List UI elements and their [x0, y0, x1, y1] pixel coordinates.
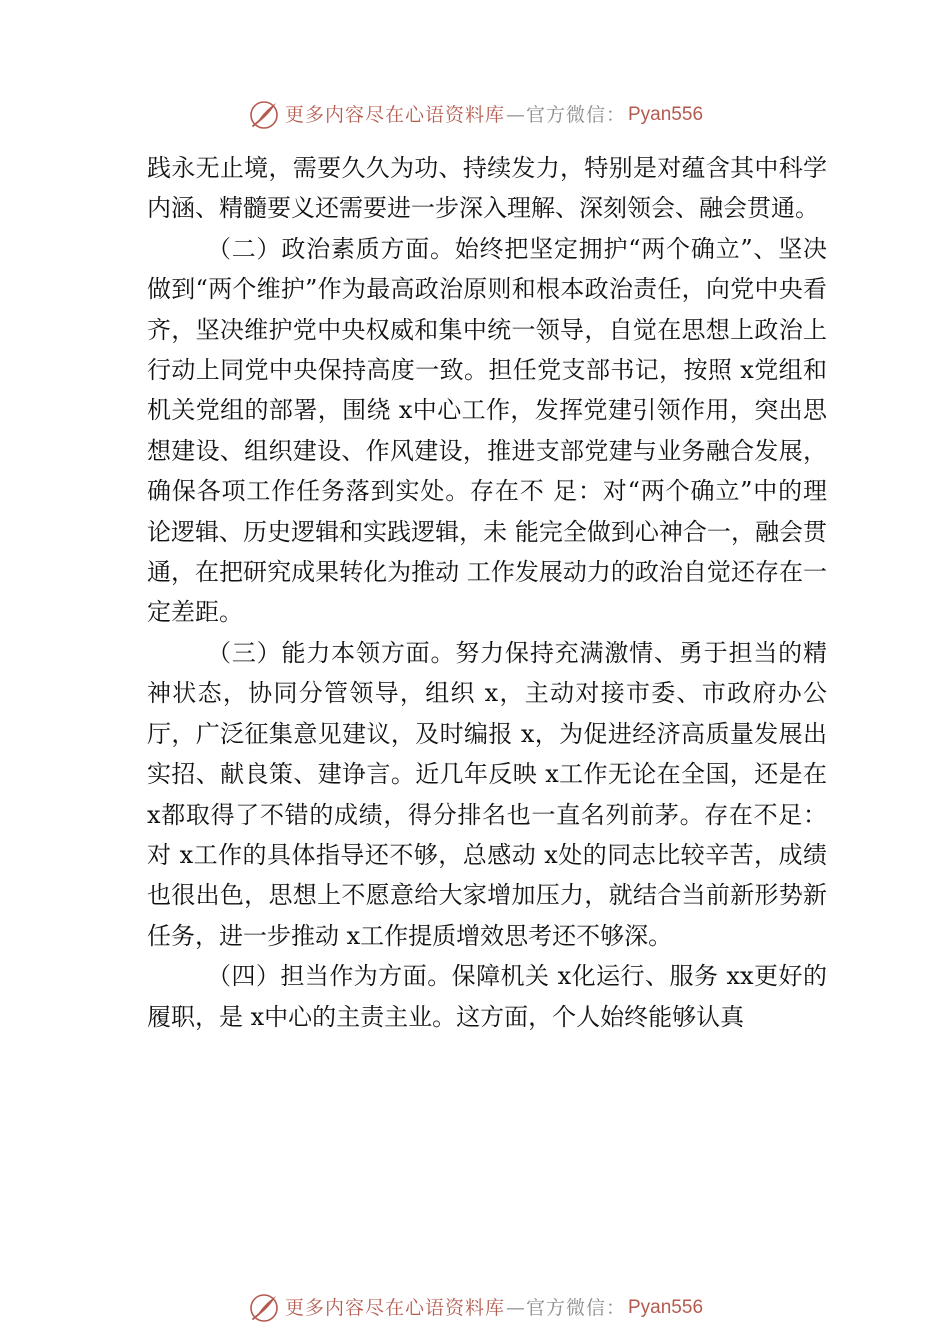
watermark-brand-text: 更多内容尽在心语资料库: [284, 1297, 505, 1319]
watermark-dash: —: [505, 104, 525, 126]
body-paragraph-1: 践永无止境，需要久久为功、持续发力，特别是对蕴含其中科学内涵、精髓要义还需要进一步深入理解、深刻领会、融会贯通。: [147, 154, 827, 223]
header-watermark: [0, 95, 950, 135]
quill-pen-logo-icon: [247, 98, 281, 132]
watermark-dash: —: [505, 1297, 525, 1319]
body-paragraph-ability: （三）能力本领方面。努力保持充满激情、勇于担当的精神状态，协同分管领导，组织 x，主动对接市委、市政府办公厅，广泛征集意见建议，及时编报 x，为促进经济高质量发展出实招、献良策、建诤言。近几年反映 x工作无论在全国，还是在 x都取得了不错的成绩，得分排名也一直名列前茅。存在不足：对 x工作的具体指导还不够，总感动 x处的同志比较辛苦，成绩也很出色，思想上不愿意给大家增加压力，就结合当前新形势新任务，进一步推动 x工作提质增效思考还不够深。: [147, 638, 827, 950]
watermark-channel-label: 官方微信：: [525, 1297, 626, 1319]
quill-pen-logo-icon: [247, 1291, 281, 1325]
watermark-channel-label: 官方微信：: [525, 104, 626, 126]
watermark-account-id: Pyan556: [628, 1297, 704, 1318]
watermark-account-id: Pyan556: [628, 104, 704, 125]
body-paragraph-responsibility: （四）担当作为方面。保障机关 x化运行、服务 xx更好的履职，是 x中心的主责主业。这方面，个人始终能够认真: [147, 962, 827, 1031]
watermark-brand-text: 更多内容尽在心语资料库: [284, 104, 505, 126]
footer-watermark: [0, 1288, 950, 1328]
body-paragraph-political-quality: （二）政治素质方面。始终把坚定拥护“两个确立”、坚决做到“两个维护”作为最高政治原则和根本政治责任，向党中央看齐，坚决维护党中央权威和集中统一领导，自觉在思想上政治上行动上同党中央保持高度一致。担任党支部书记，按照 x党组和机关党组的部署，围绕 x中心工作，发挥党建引领作用，突出思想建设、组织建设、作风建设，推进支部党建与业务融合发展，确保各项工作任务落到实处。存在不 足：对“两个确立”中的理论逻辑、历史逻辑和实践逻辑，未 能完全做到心神合一，融会贯通，在把研究成果转化为推动 工作发展动力的政治自觉还存在一定差距。: [147, 234, 827, 627]
document-body: [147, 148, 827, 1037]
